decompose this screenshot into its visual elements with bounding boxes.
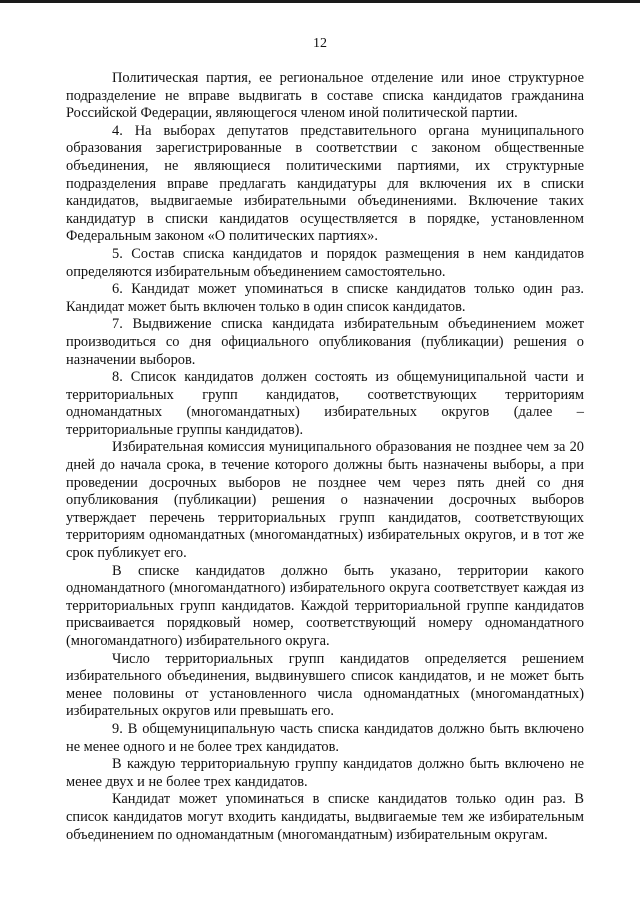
page-number: 12 bbox=[313, 36, 327, 51]
paragraph-item-4: 4. На выборах депутатов представительного органа муниципального образования зарегистрированные в соответствии с законом общественные объединения, не являющиеся политическими партиями, их структурные подразделения вправе предлагать кандидатуры для включения их в списки кандидатов, выдвигаемые избирательными объединениями. Включение таких кандидатур в списки кандидатов осуществляется в порядке, установленном Федеральным законом «О политических партиях». bbox=[66, 122, 584, 245]
paragraph-item-6: 6. Кандидат может упоминаться в списке кандидатов только один раз. Кандидат может быть включен только в один список кандидатов. bbox=[66, 281, 584, 315]
paragraph-group-count: Число территориальных групп кандидатов определяется решением избирательного объединения, выдвинувшего список кандидатов, и не может быть менее половины от установленного числа одномандатных (многомандатных) избирательных округов или превышать его. bbox=[66, 650, 584, 720]
paragraph-party-restriction: Политическая партия, ее региональное отделение или иное структурное подразделение не вправе выдвигать в составе списка кандидатов гражданина Российской Федерации, являющегося членом иной политической партии. bbox=[66, 70, 584, 122]
top-edge-rule bbox=[0, 0, 640, 3]
paragraph-item-8: 8. Список кандидатов должен состоять из общемуниципальной части и территориальных групп кандидатов, соответствующих территориям одномандатных (многомандатных) избирательных округов (далее – территориальные группы кандидатов). bbox=[66, 369, 584, 438]
paragraph-item-7: 7. Выдвижение списка кандидата избирательным объединением может производиться со дня официального опубликования (публикации) решения о назначении выборов. bbox=[66, 316, 584, 368]
document-body bbox=[66, 70, 584, 844]
paragraph-item-9: 9. В общемуниципальную часть списка кандидатов должно быть включено не менее одного и не более трех кандидатов. bbox=[66, 720, 584, 755]
paragraph-single-mention: Кандидат может упоминаться в списке кандидатов только один раз. В список кандидатов могут входить кандидаты, выдвигаемые тем же избирательным объединением по одномандатным (многомандатным) избирательным округам. bbox=[66, 791, 584, 843]
paragraph-territorial-group-size: В каждую территориальную группу кандидатов должно быть включено не менее двух и не более трех кандидатов. bbox=[66, 756, 584, 790]
paragraph-territory-assignment: В списке кандидатов должно быть указано, территории какого одномандатного (многомандатного) избирательного округа соответствует каждая из территориальных групп кандидатов. Каждой территориальной группе кандидатов присваивается порядковый номер, соответствующий номеру одномандатного (многомандатного) избирательного округа. bbox=[66, 562, 584, 649]
paragraph-item-5: 5. Состав списка кандидатов и порядок размещения в нем кандидатов определяются избирательным объединением самостоятельно. bbox=[66, 245, 584, 280]
paragraph-commission-deadline: Избирательная комиссия муниципального образования не позднее чем за 20 дней до начала срока, в течение которого должны быть назначены выборы, а при проведении досрочных выборов не позднее чем через пять дней со дня опубликования (публикации) решения о назначении досрочных выборов утверждает перечень территориальных групп кандидатов, соответствующих территориям одномандатных (многомандатных) избирательных округов, и в тот же срок публикует его. bbox=[66, 439, 584, 562]
